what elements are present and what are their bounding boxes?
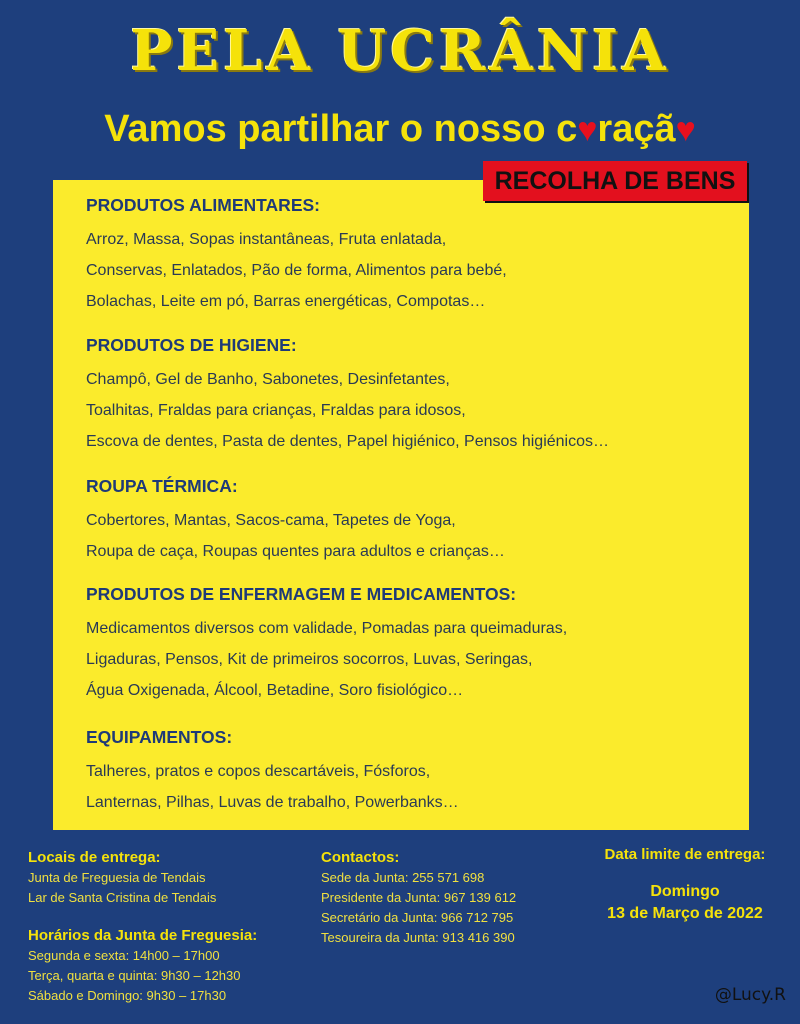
section-hygiene xyxy=(86,334,609,457)
hours-heading: Horários da Junta de Freguesia: xyxy=(28,927,258,944)
section-line: Bolachas, Leite em pó, Barras energéticas, Compotas… xyxy=(86,293,486,310)
section-line: Medicamentos diversos com validade, Pomadas para queimaduras, xyxy=(86,620,568,637)
section-line: Champô, Gel de Banho, Sabonetes, Desinfetantes, xyxy=(86,371,450,388)
location-item: Lar de Santa Cristina de Tendais xyxy=(28,890,217,905)
section-food xyxy=(86,194,507,317)
section-medical xyxy=(86,583,567,706)
poster-title: PELA UCRÂNIA xyxy=(130,18,670,84)
deadline-heading: Data limite de entrega: xyxy=(604,846,766,863)
section-line: Lanternas, Pilhas, Luvas de trabalho, Powerbanks… xyxy=(86,794,459,811)
heart-icon: ♥ xyxy=(675,111,696,149)
contacts-heading: Contactos: xyxy=(321,849,400,866)
section-heading: PRODUTOS DE HIGIENE: xyxy=(86,335,297,355)
section-heading: ROUPA TÉRMICA: xyxy=(86,476,238,496)
subtitle-text-start: Vamos partilhar o nosso c xyxy=(104,108,578,150)
section-line: Água Oxigenada, Álcool, Betadine, Soro fisiológico… xyxy=(86,682,464,699)
section-heading: EQUIPAMENTOS: xyxy=(86,727,233,747)
hours-item: Sábado e Domingo: 9h30 – 17h30 xyxy=(28,988,227,1003)
subtitle-text-end: raçã xyxy=(597,108,676,150)
heart-icon: ♥ xyxy=(577,111,598,149)
poster-subtitle xyxy=(0,108,800,151)
contacts xyxy=(321,848,516,948)
office-hours xyxy=(28,926,257,1006)
locations-heading: Locais de entrega: xyxy=(28,849,161,866)
contact-item: Tesoureira da Junta: 913 416 390 xyxy=(321,930,515,945)
section-line: Cobertores, Mantas, Sacos-cama, Tapetes de Yoga, xyxy=(86,512,456,529)
contact-item: Secretário da Junta: 966 712 795 xyxy=(321,910,514,925)
section-line: Roupa de caça, Roupas quentes para adultos e crianças… xyxy=(86,543,505,560)
location-item: Junta de Freguesia de Tendais xyxy=(28,870,206,885)
section-equipment xyxy=(86,726,459,818)
section-line: Arroz, Massa, Sopas instantâneas, Fruta enlatada, xyxy=(86,231,447,248)
delivery-locations xyxy=(28,848,216,908)
section-line: Conservas, Enlatados, Pão de forma, Alimentos para bebé, xyxy=(86,262,507,279)
section-line: Ligaduras, Pensos, Kit de primeiros socorros, Luvas, Seringas, xyxy=(86,651,533,668)
collection-badge: RECOLHA DE BENS xyxy=(483,161,747,201)
section-line: Talheres, pratos e copos descartáveis, Fósforos, xyxy=(86,763,431,780)
section-thermal-clothing xyxy=(86,475,505,567)
contact-item: Sede da Junta: 255 571 698 xyxy=(321,870,485,885)
deadline-day: Domingo xyxy=(650,883,720,900)
hours-item: Terça, quarta e quinta: 9h30 – 12h30 xyxy=(28,968,241,983)
hours-item: Segunda e sexta: 14h00 – 17h00 xyxy=(28,948,220,963)
section-line: Escova de dentes, Pasta de dentes, Papel higiénico, Pensos higiénicos… xyxy=(86,433,609,450)
deadline-date: 13 de Março de 2022 xyxy=(607,905,763,922)
section-line: Toalhitas, Fraldas para crianças, Fraldas para idosos, xyxy=(86,402,466,419)
section-heading: PRODUTOS ALIMENTARES: xyxy=(86,195,320,215)
delivery-deadline xyxy=(570,845,800,925)
section-heading: PRODUTOS DE ENFERMAGEM E MEDICAMENTOS: xyxy=(86,584,517,604)
contact-item: Presidente da Junta: 967 139 612 xyxy=(321,890,517,905)
author-signature: @Lucy.R xyxy=(714,985,786,1005)
